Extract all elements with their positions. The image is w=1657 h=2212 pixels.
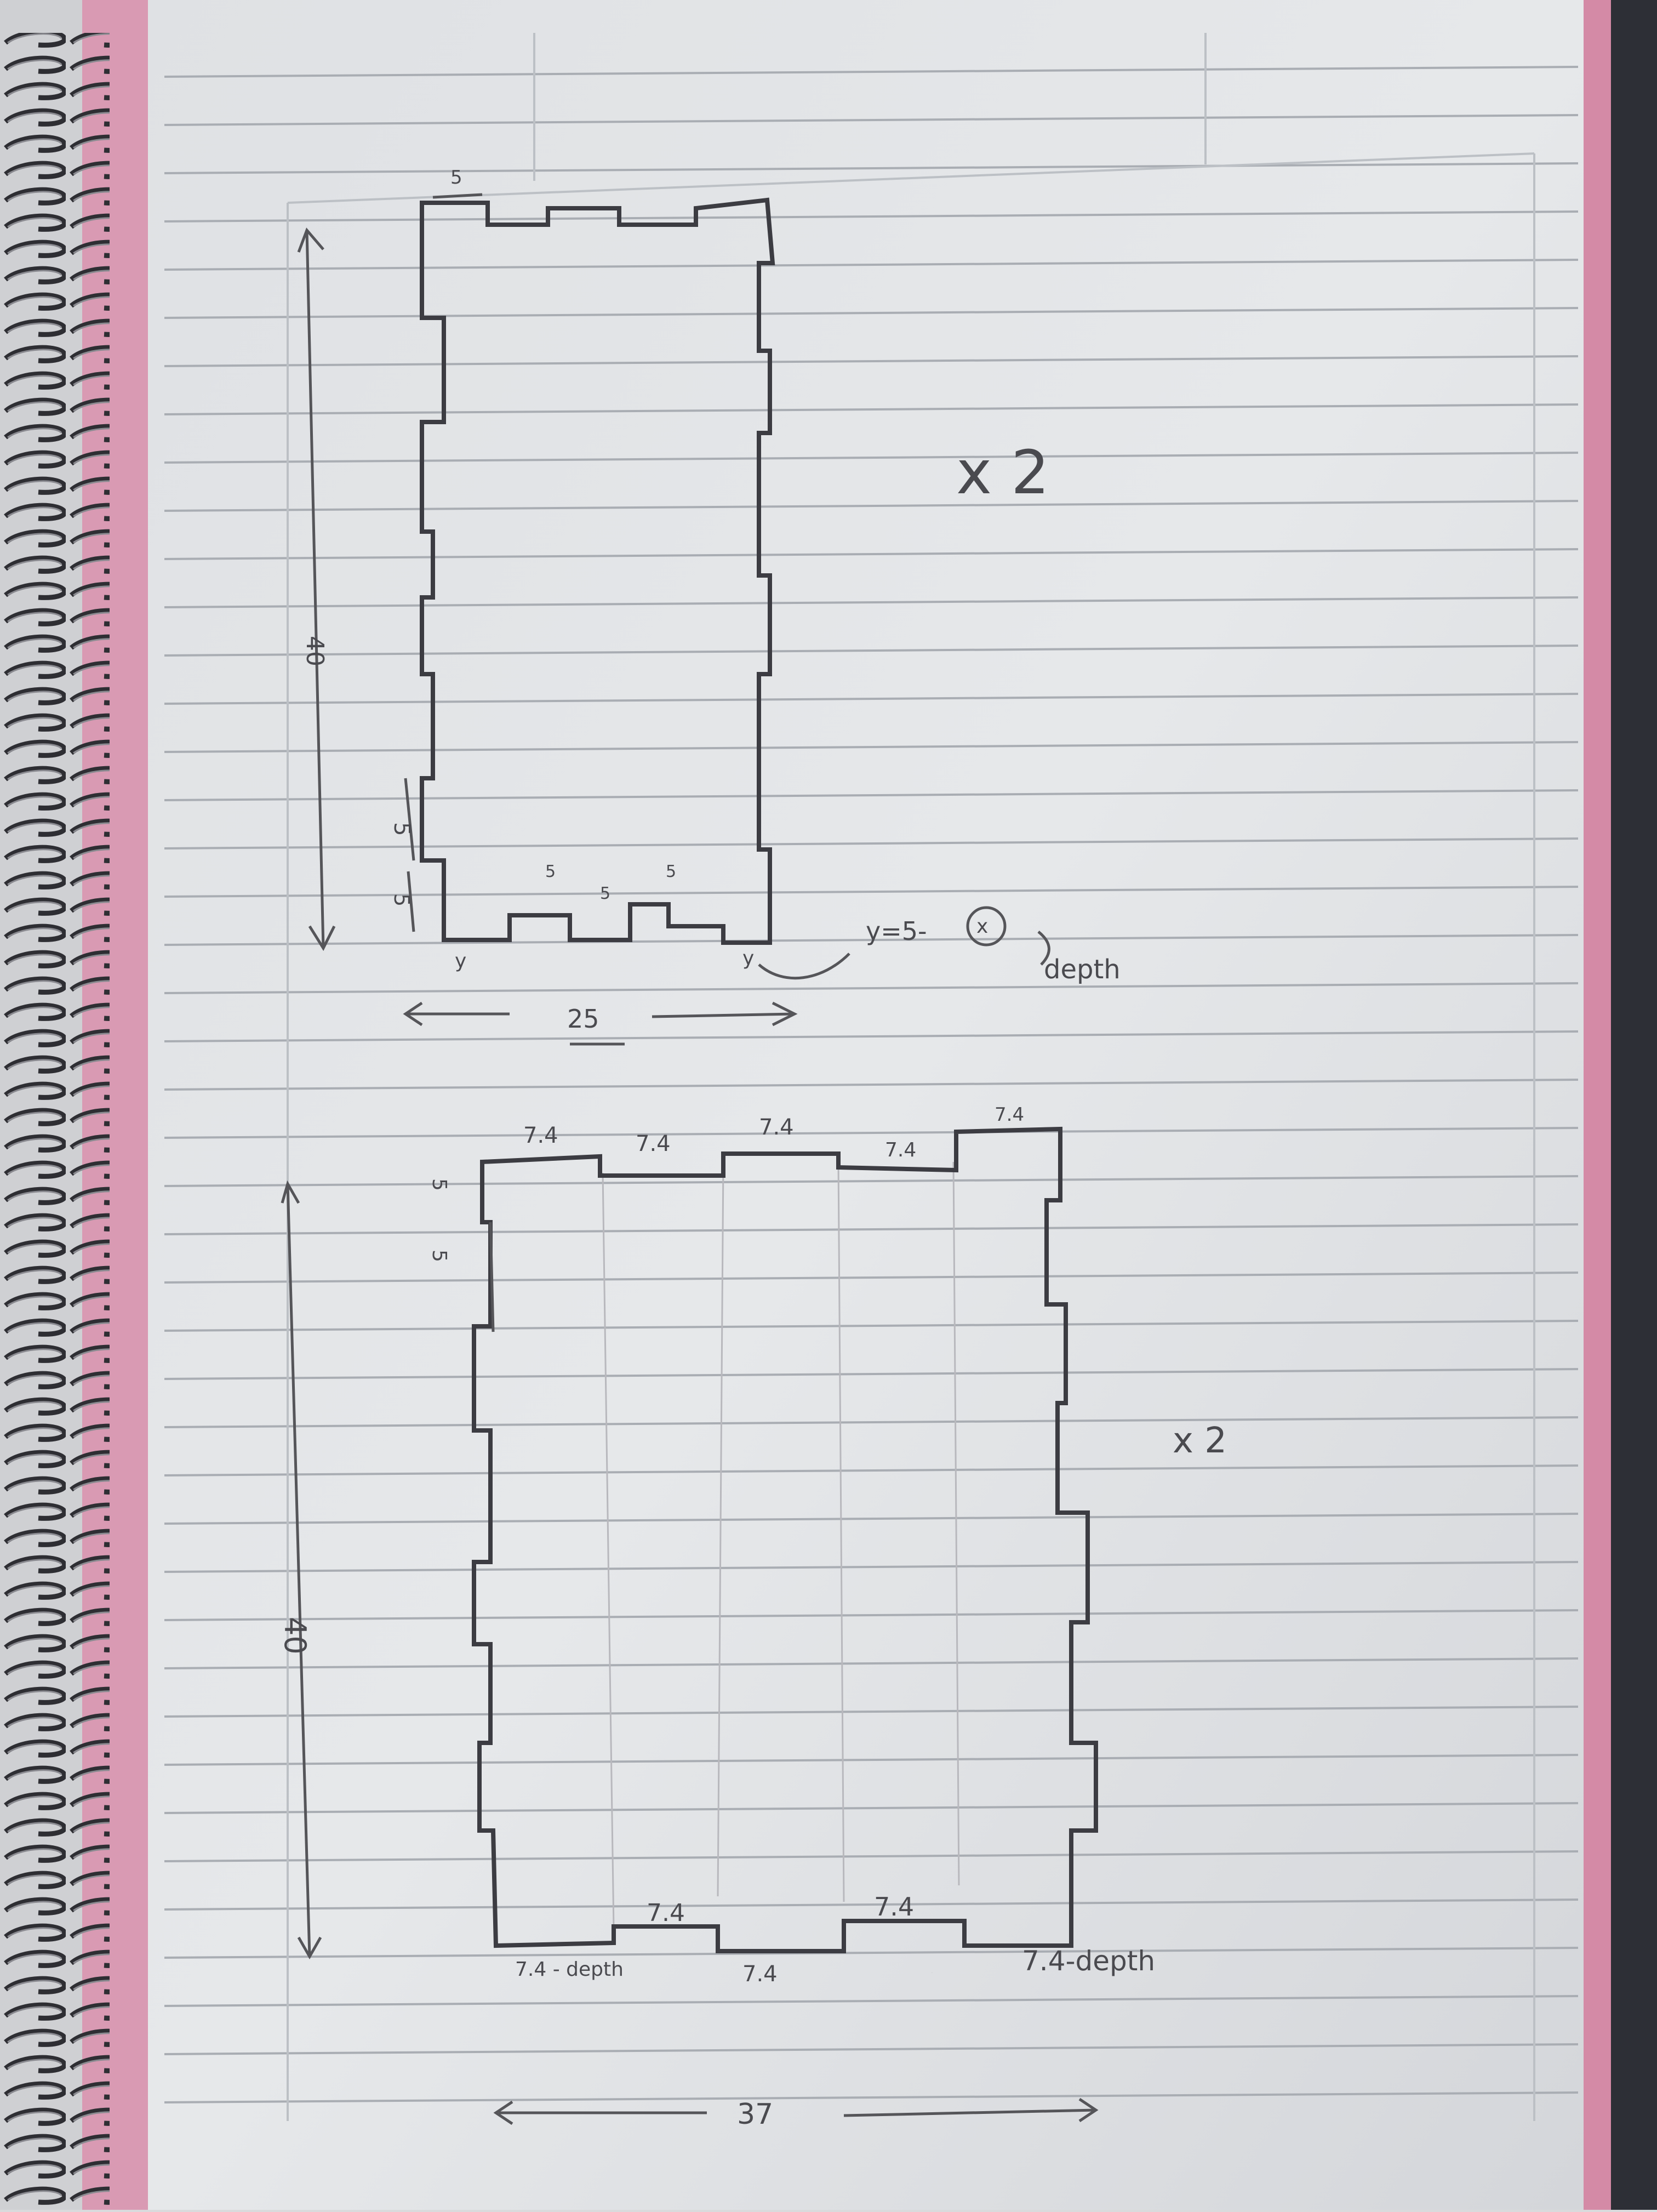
panel-2-top-label-1: 7.4 (523, 1123, 558, 1148)
panel-1-left-tab-dim-1: 5 (389, 822, 414, 836)
panel-1-bottom-tab-dim-3: 5 (666, 862, 677, 881)
panel-1-formula: y=5- (866, 916, 927, 946)
panel-2-bottom-label-3: 7.4 (742, 1962, 778, 1987)
spiral-binding (0, 33, 110, 2210)
panel-2-top-label-2: 7.4 (636, 1131, 671, 1156)
panel-2-multiplier: x 2 (1173, 1421, 1227, 1461)
panel-2-height-dim: 40 (278, 1617, 312, 1655)
panel-2-bottom-label-2: 7.4 (647, 1899, 685, 1927)
panel-2-width-dim: 37 (737, 2098, 774, 2131)
panel-1-formula-note: depth (1044, 954, 1121, 985)
panel-2-bottom-label-6: 7.4-depth (1022, 1945, 1156, 1977)
paper-page (148, 0, 1584, 2210)
panel-1-formula-variable: x (976, 915, 989, 938)
panel-1-bottom-tab-dim-1: 5 (545, 862, 556, 881)
panel-1-left-tab-dim-2: 5 (390, 893, 414, 907)
panel-2-bottom-label-5: 7.4 (932, 1973, 933, 1974)
panel-2-top-label-3: 7.4 (759, 1115, 794, 1140)
panel-1-width-dim: 25 (567, 1004, 599, 1034)
panel-2-bottom-label-1: 7.4 - depth (515, 1958, 624, 1981)
panel-2-top-label-4: 7.4 (885, 1139, 917, 1161)
panel-2-left-tab-dim-2: 5 (428, 1250, 450, 1262)
panel-1-corner-left-dim: y (455, 950, 467, 972)
panel-1-corner-right-dim: y (742, 947, 755, 970)
panel-2-left-tab-dim-1: 5 (428, 1178, 450, 1191)
panel-1-multiplier: x 2 (956, 437, 1050, 508)
panel-1-height-dim: 40 (301, 636, 329, 666)
panel-2-bottom-label-4: 7.4 (874, 1892, 915, 1922)
panel-1-top-tab-dim: 5 (450, 167, 462, 189)
panel-1-bottom-tab-dim-2: 5 (600, 884, 611, 903)
panel-2-top-label-5: 7.4 (995, 1104, 1025, 1126)
